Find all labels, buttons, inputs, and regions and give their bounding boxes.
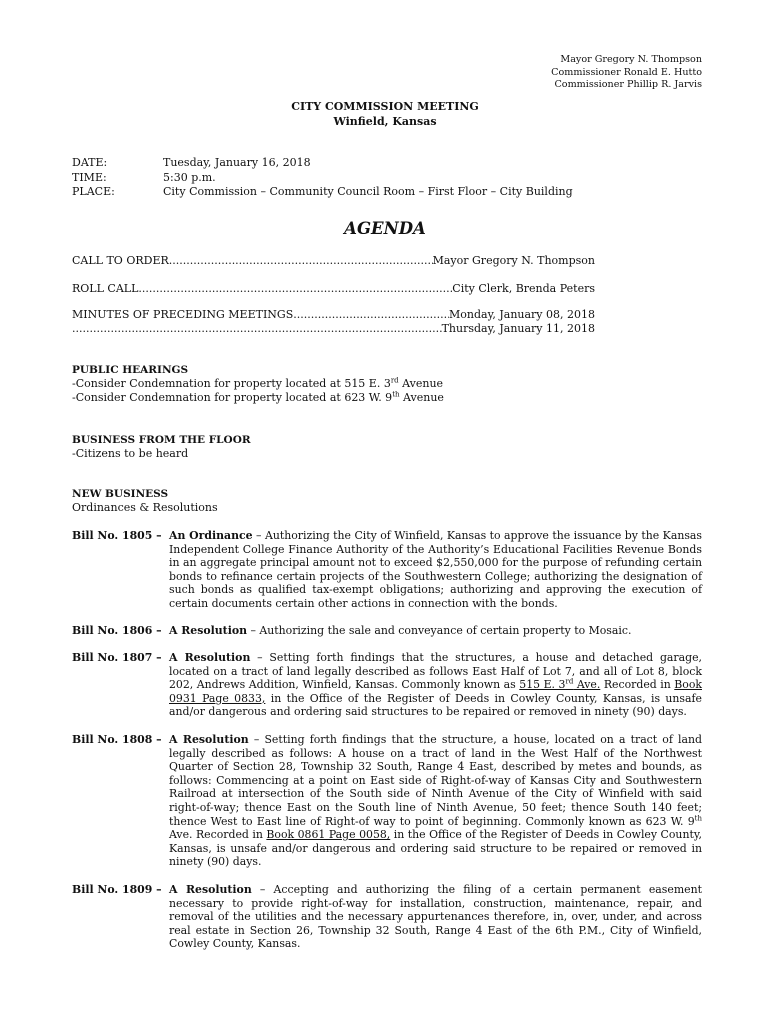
new-business-heading: NEW BUSINESS [72, 488, 169, 500]
bill-1807 [72, 651, 702, 719]
book-reference: Book 0861 Page 0058, [266, 828, 391, 842]
minutes-value-1: Monday, January 08, 2018 [449, 308, 595, 321]
time-row [72, 171, 573, 186]
date-label: DATE: [72, 156, 108, 169]
call-to-order-row [72, 254, 595, 268]
call-to-order-value: Mayor Gregory N. Thompson [432, 254, 595, 267]
call-to-order-label: CALL TO ORDER [72, 254, 169, 267]
minutes-row [72, 308, 595, 322]
business-from-floor-heading: BUSINESS FROM THE FLOOR [72, 434, 251, 446]
date-value: Tuesday, January 16, 2018 [163, 156, 311, 169]
official-commissioner-hutto: Commissioner Ronald E. Hutto [551, 66, 702, 78]
bill-1808 [72, 733, 702, 869]
officials-list [551, 54, 702, 92]
business-from-floor-item: -Citizens to be heard [72, 447, 189, 460]
date-row [72, 156, 573, 171]
meeting-title: CITY COMMISSION MEETING [291, 100, 479, 113]
leader-dots [72, 322, 442, 336]
public-hearing-item: -Consider Condemnation for property located at 515 E. 3rd Avenue [72, 376, 444, 390]
time-label: TIME: [72, 170, 107, 184]
place-value: City Commission – Community Council Room – First Floor – City Building [163, 185, 573, 198]
new-business-subheading: Ordinances & Resolutions [72, 501, 218, 514]
bill-1805 [72, 529, 702, 611]
property-address: 515 E. 3rd Ave. [519, 677, 601, 692]
minutes-label: MINUTES OF PRECEDING MEETINGS [72, 308, 294, 321]
public-hearing-item: -Consider Condemnation for property located at 623 W. 9th Avenue [72, 390, 444, 404]
new-business-section [72, 487, 702, 515]
book-reference: Book 0931 Page 0833, [169, 678, 702, 705]
bill-number: Bill No. 1809 – [72, 883, 162, 896]
leader-dots [138, 282, 452, 296]
place-label: PLACE: [72, 185, 115, 198]
roll-call-row [72, 282, 595, 296]
bill-text: A Resolution – Setting forth findings that the structures, a house and detached garage, located on a tract of land legally described as follows East Half of Lot 7, and all of Lot 8, block 202, Andrews Addition, Winfield, Kansas. Commonly known as 515 E. 3rd Ave. Recorded in Book 0931 Page 0833, in the Office of the Register of Deeds in Cowley County, Kansas, is unsafe and/or dangerous and ordering said structures to be repaired or removed in ninety (90) days. [169, 651, 702, 719]
bill-text: A Resolution – Setting forth findings that the structure, a house, located on a tract of land legally described as follows: A house on a tract of land in the West Half of the Northwest Quarter of Section 28, Township 32 South, Range 4 East, described by metes and bounds, as follows: Commencing at a point on East side of Right-of-way of Kansas City and Southwestern Railroad at intersection of the South side of Ninth Avenue of the City of Winfield with said right-of-way; thence East on the South line of Ninth Avenue, 50 feet; thence South 140 feet; thence West to East line of Right-of way to point of beginning. Commonly known as 623 W. 9th Ave. Recorded in Book 0861 Page 0058, in the Office of the Register of Deeds in Cowley County, Kansas, is unsafe and/or dangerous and ordering said structure to be repaired or removed in ninety (90) days. [169, 733, 702, 869]
official-commissioner-jarvis: Commissioner Phillip R. Jarvis [554, 79, 702, 90]
bill-number: Bill No. 1808 – [72, 733, 162, 746]
bill-text: A Resolution – Accepting and authorizing the filing of a certain permanent easement necessary to provide right-of-way for installation, construction, maintenance, repair, and removal of the utilities and the necessary appurtenances therefore, in, over, under, and across real estate in Section 26, Township 32 South, Range 4 East of the 6th P.M., City of Winfield, Cowley County, Kansas. [169, 883, 702, 951]
roll-call-label: ROLL CALL [72, 282, 139, 295]
roll-call-value: City Clerk, Brenda Peters [452, 282, 595, 295]
agenda-title: AGENDA [344, 219, 426, 238]
bill-number: Bill No. 1807 – [72, 651, 162, 664]
bill-1809 [72, 883, 702, 951]
official-mayor: Mayor Gregory N. Thompson [560, 54, 702, 65]
leader-dots [169, 254, 433, 268]
time-value: 5:30 p.m. [163, 170, 216, 184]
meeting-heading [0, 99, 770, 129]
minutes-row-2 [72, 322, 595, 336]
meeting-details [72, 156, 573, 200]
public-hearings-heading: PUBLIC HEARINGS [72, 364, 189, 376]
bill-1806 [72, 624, 702, 638]
bill-number: Bill No. 1806 – [72, 624, 162, 637]
business-from-floor-section [72, 433, 702, 461]
leader-dots [293, 308, 449, 322]
minutes-value-2: Thursday, January 11, 2018 [441, 322, 595, 335]
bill-number: Bill No. 1805 – [72, 529, 162, 542]
bill-text: A Resolution – Authorizing the sale and conveyance of certain property to Mosaic. [169, 624, 632, 637]
place-row [72, 185, 573, 200]
meeting-location: Winfield, Kansas [333, 115, 437, 128]
bill-text: An Ordinance – Authorizing the City of Winfield, Kansas to approve the issuance by the Kansas Independent College Finance Authority of the Authority’s Educational Facilities Revenue Bonds in an aggregate principal amount not to exceed $2,550,000 for the purpose of refunding certain bonds to refinance certain projects of the Southwestern College; authorizing the designation of such bonds as qualified tax-exempt obligations; authorizing and approving the execution of certain documents certain other actions in connection with the bonds. [169, 529, 702, 610]
public-hearings-section [72, 363, 702, 405]
